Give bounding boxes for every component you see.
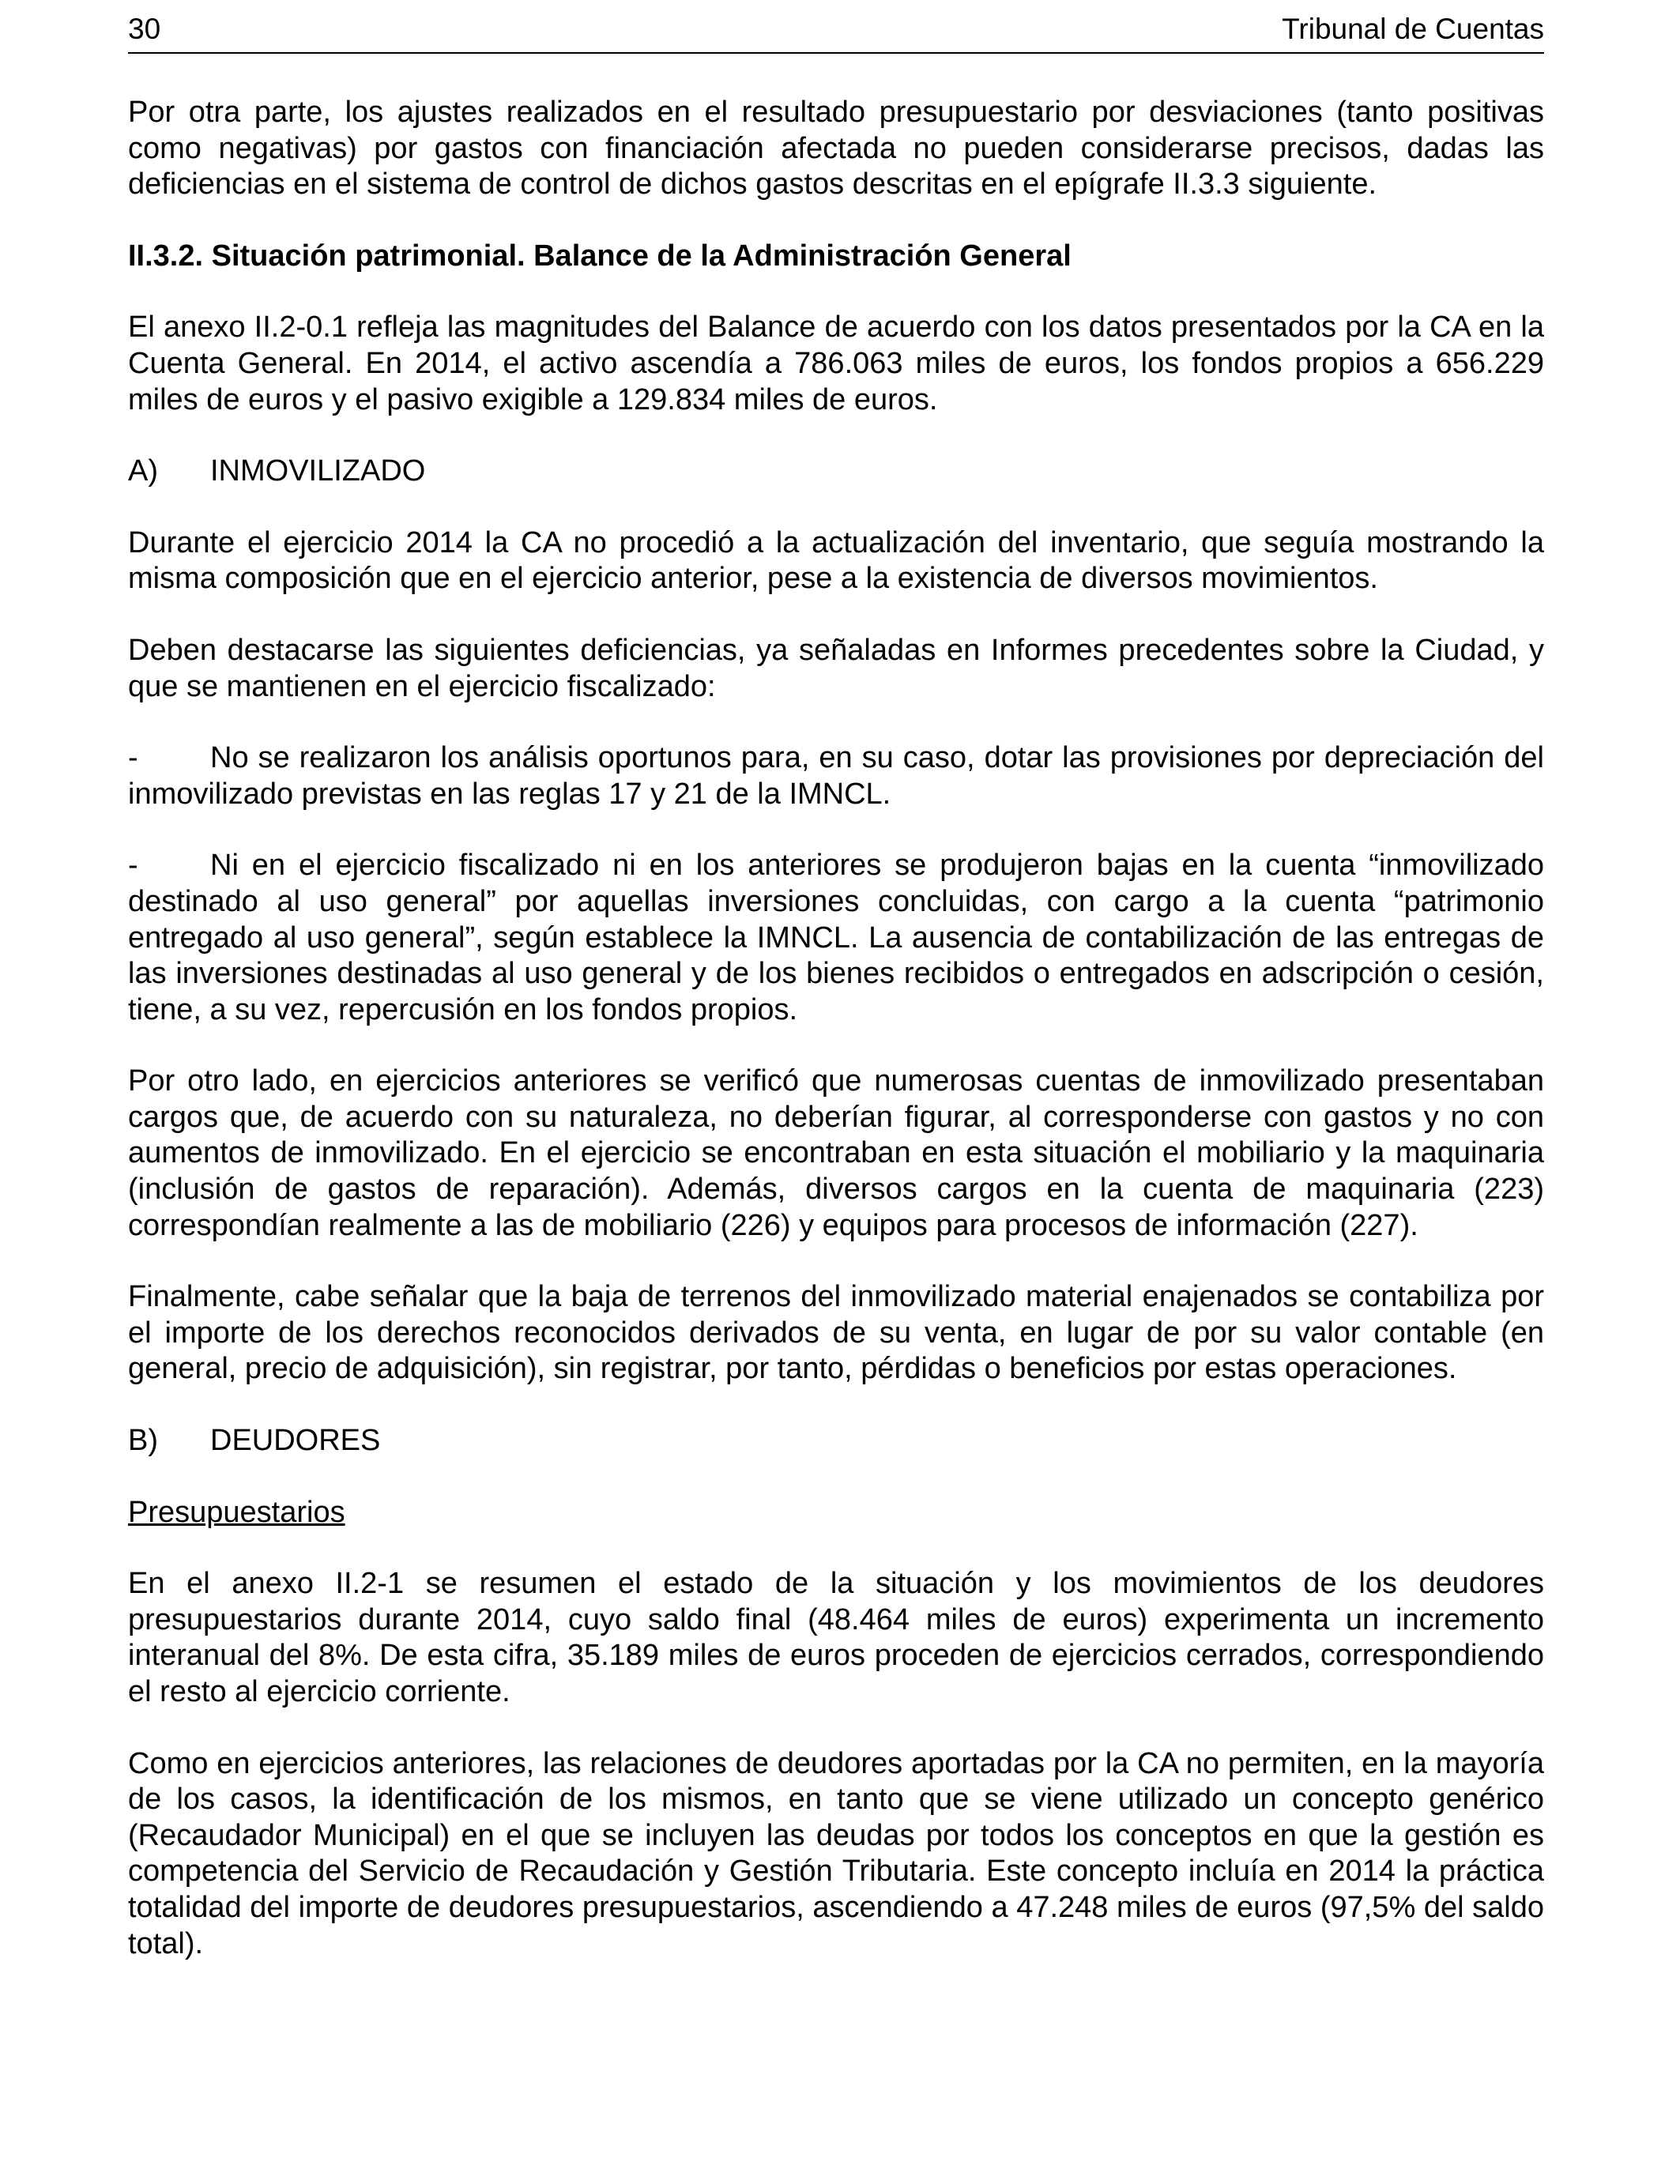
page-number: 30 bbox=[128, 13, 161, 45]
document-page bbox=[128, 0, 1544, 1998]
subheading-presupuestarios: Presupuestarios bbox=[128, 1495, 345, 1529]
paragraph-balance: El anexo II.2-0.1 refleja las magnitudes del Balance de acuerdo con los datos presentados por la CA en la Cuenta General. En 2014, el activo ascendía a 786.063 miles de euros, los fondos propios a 656.229 miles de euros y el pasivo exigible a 129.834 miles de euros. bbox=[128, 311, 1544, 416]
paragraph-cuentas-inmovilizado: Por otro lado, en ejercicios anteriores se verificó que numerosas cuentas de inmovilizado presentaban cargos que, de acuerdo con su naturaleza, no deberían figurar, al corresponderse con gastos y no con aumentos de inmovilizado. En el ejercicio se encontraban en esta situación el mobiliario y la maquinaria (inclusión de gastos de reparación). Además, diversos cargos en la cuenta de maquinaria (223) correspondían realmente a las de mobiliario (226) y equipos para procesos de información (227). bbox=[128, 1064, 1544, 1242]
page-header bbox=[128, 0, 1544, 54]
bullet-item bbox=[128, 740, 1544, 812]
bullet-item bbox=[128, 848, 1544, 1028]
header-organization: Tribunal de Cuentas bbox=[1282, 13, 1544, 45]
document-body bbox=[128, 54, 1544, 1962]
section-b-letter: B) bbox=[128, 1424, 158, 1458]
bullet-text: Ni en el ejercicio fiscalizado ni en los anteriores se produjeron bajas en la cuenta “inmovilizado destinado al uso general” por aquellas inversiones concluidas, con cargo a la cuenta “patrimonio entregado al uso general”, según establece la IMNCL. La ausencia de contabilización de las entregas de las inversiones destinadas al uso general y de los bienes recibidos o entregados en adscripción o cesión, tiene, a su vez, repercusión en los fondos propios. bbox=[128, 849, 1544, 1026]
paragraph-deficiencias: Deben destacarse las siguientes deficiencias, ya señaladas en Informes precedentes sobre la Ciudad, y que se mantienen en el ejercicio fiscalizado: bbox=[128, 633, 1544, 703]
bullet-dash: - bbox=[128, 741, 138, 775]
bullet-dash: - bbox=[128, 849, 138, 883]
section-a-title: INMOVILIZADO bbox=[210, 454, 426, 488]
section-b-heading bbox=[128, 1423, 1544, 1459]
section-heading-ii32: II.3.2. Situación patrimonial. Balance de la Administración General bbox=[128, 239, 1072, 273]
bullet-text: No se realizaron los análisis oportunos para, en su caso, dotar las provisiones por depreciación del inmovilizado previstas en las reglas 17 y 21 de la IMNCL. bbox=[128, 741, 1544, 811]
section-b-title: DEUDORES bbox=[210, 1424, 381, 1458]
paragraph-deudores-resumen: En el anexo II.2-1 se resumen el estado de la situación y los movimientos de los deudores presupuestarios durante 2014, cuyo saldo final (48.464 miles de euros) experimenta un incremento interanual del 8%. De esta cifra, 35.189 miles de euros proceden de ejercicios cerrados, correspondiendo el resto al ejercicio corriente. bbox=[128, 1567, 1544, 1708]
paragraph-ajustes: Por otra parte, los ajustes realizados en el resultado presupuestario por desviaciones (tanto positivas como negativas) por gastos con financiación afectada no pueden considerarse precisos, dadas las deficiencias en el sistema de control de dichos gastos descritas en el epígrafe II.3.3 siguiente. bbox=[128, 96, 1544, 201]
section-a-heading bbox=[128, 454, 1544, 490]
section-a-letter: A) bbox=[128, 454, 158, 488]
paragraph-baja-terrenos: Finalmente, cabe señalar que la baja de terrenos del inmovilizado material enajenados se contabiliza por el importe de los derechos reconocidos derivados de su venta, en lugar de por su valor contable (en general, precio de adquisición), sin registrar, por tanto, pérdidas o beneficios por estas operaciones. bbox=[128, 1280, 1544, 1386]
paragraph-inventario: Durante el ejercicio 2014 la CA no procedió a la actualización del inventario, que seguía mostrando la misma composición que en el ejercicio anterior, pese a la existencia de diversos movimientos. bbox=[128, 525, 1544, 596]
paragraph-relaciones-deudores: Como en ejercicios anteriores, las relaciones de deudores aportadas por la CA no permiten, en la mayoría de los casos, la identificación de los mismos, en tanto que se viene utilizado un concepto genérico (Recaudador Municipal) en el que se incluyen las deudas por todos los conceptos en que la gestión es competencia del Servicio de Recaudación y Gestión Tributaria. Este concepto incluía en 2014 la práctica totalidad del importe de deudores presupuestarios, ascendiendo a 47.248 miles de euros (97,5% del saldo total). bbox=[128, 1746, 1544, 1960]
